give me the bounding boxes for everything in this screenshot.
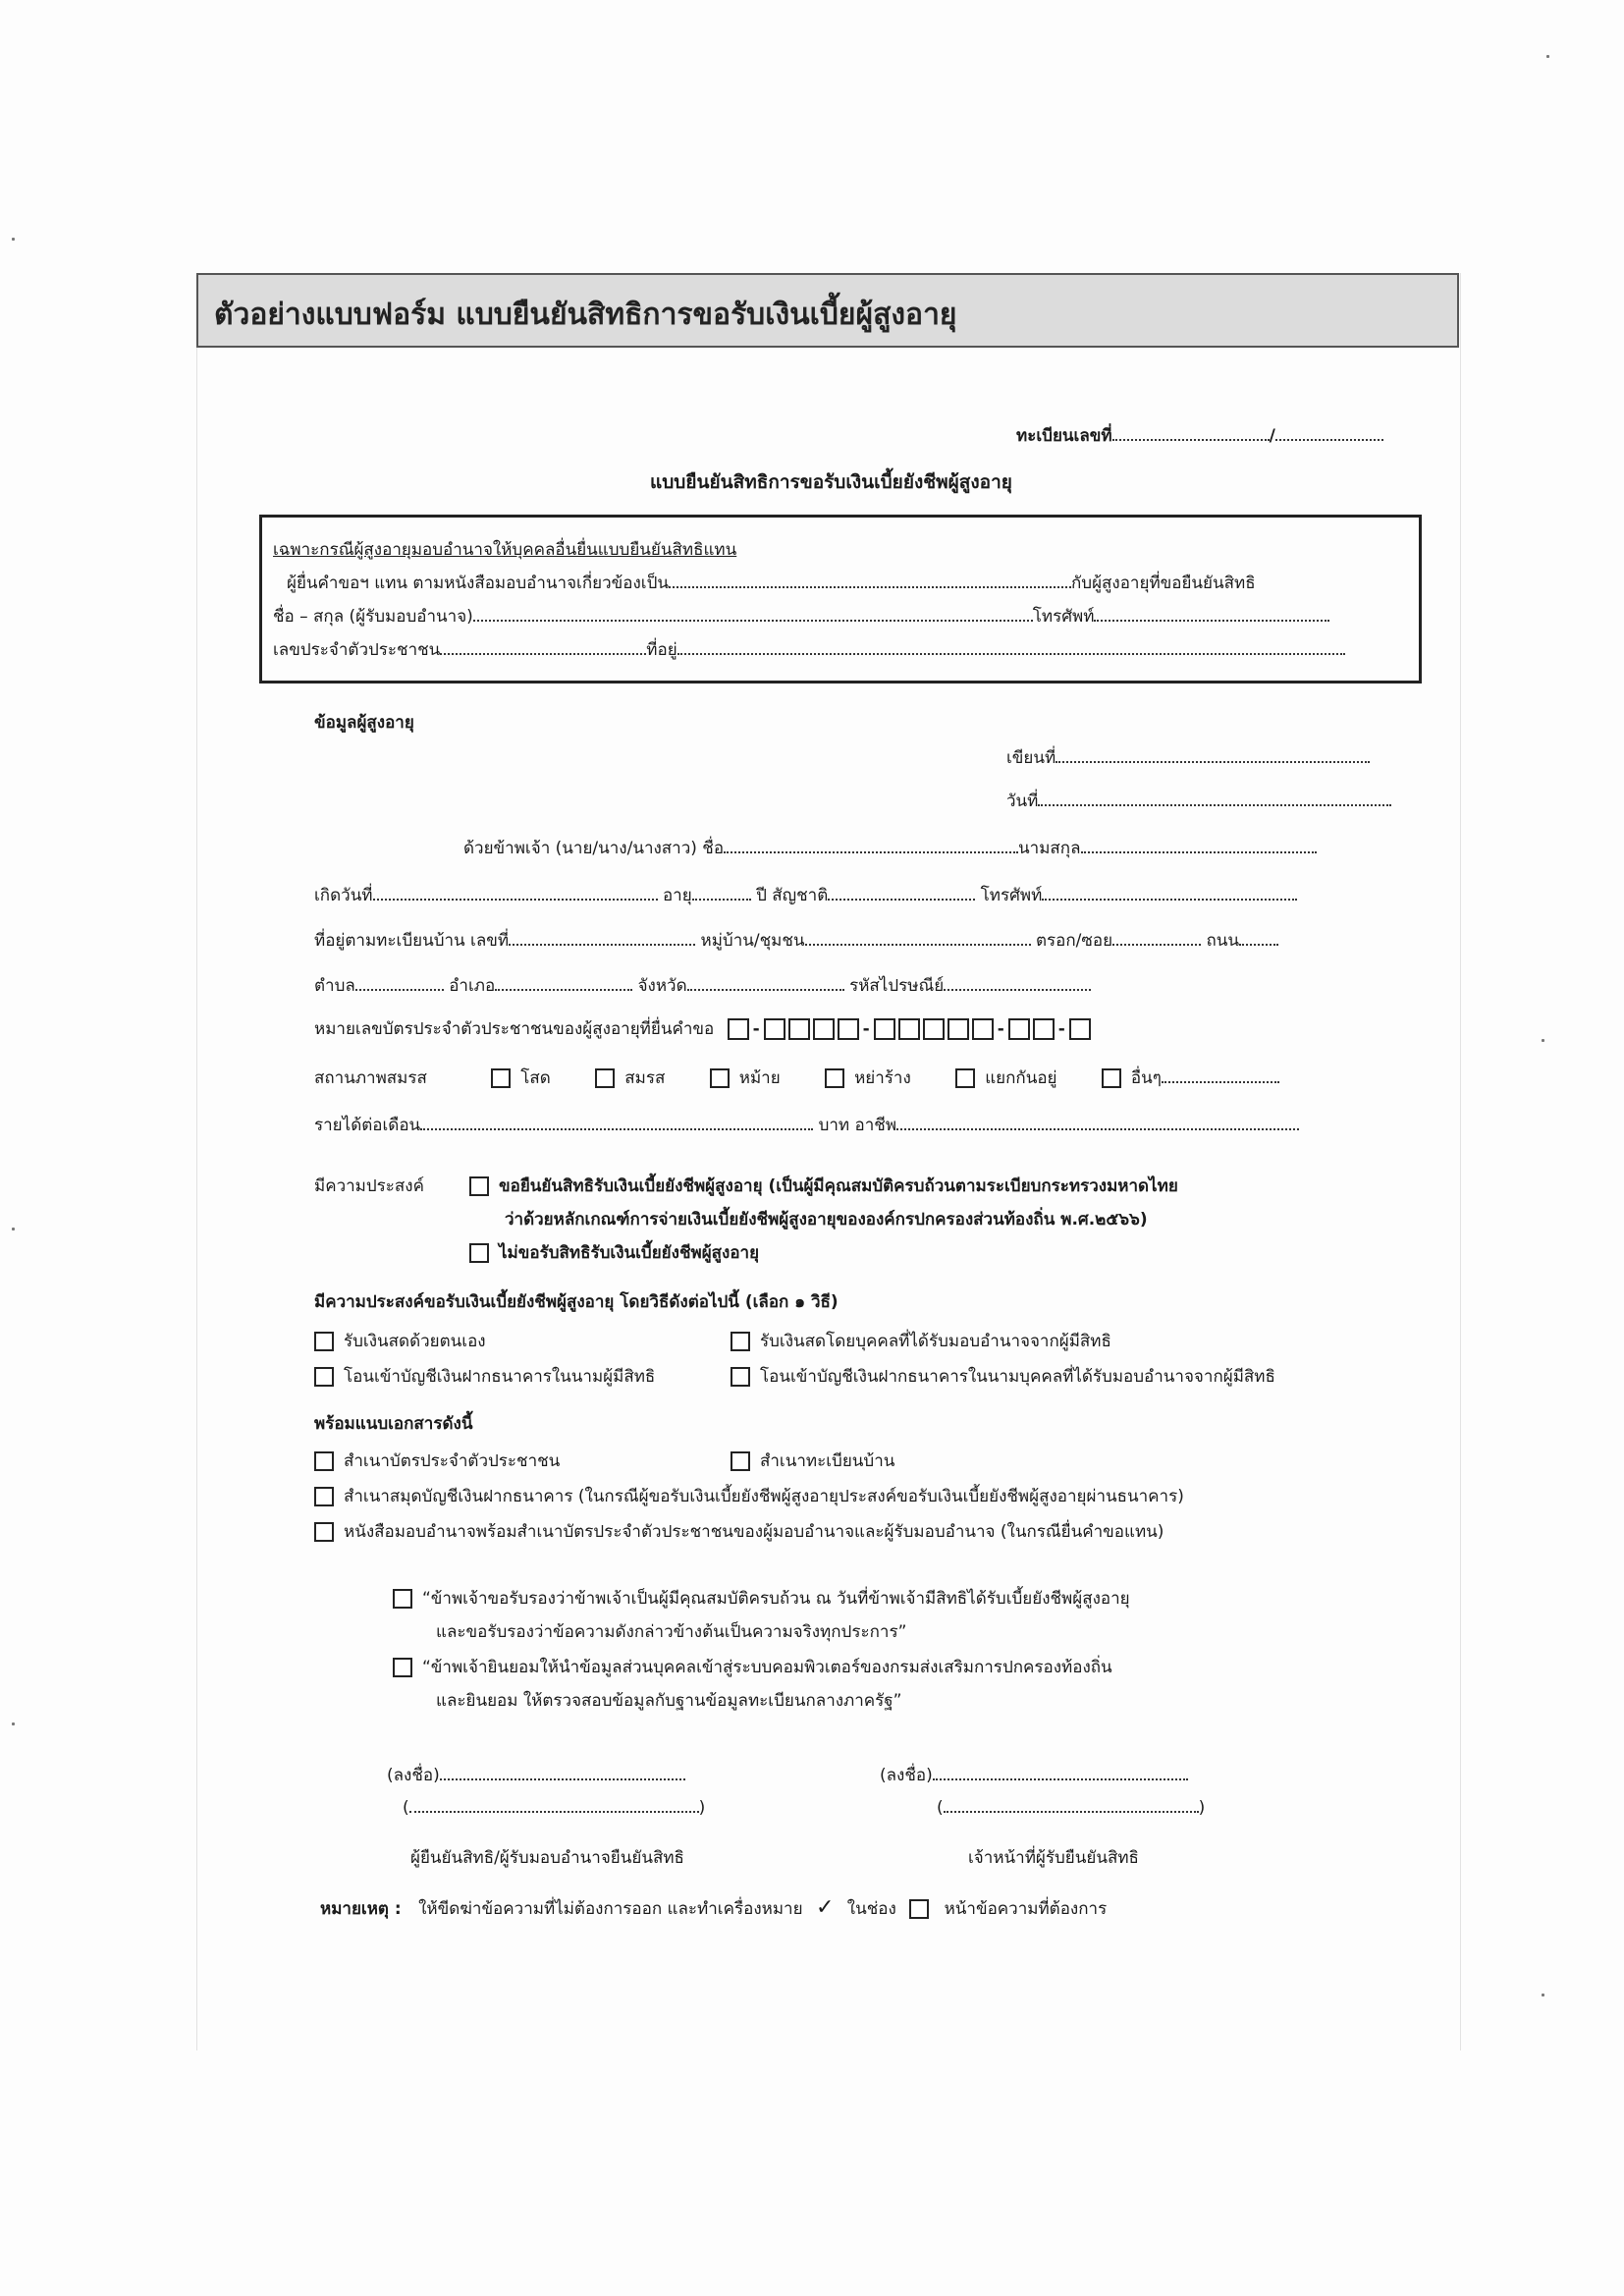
declaration-consent-cont: และยินยอม ให้ตรวจสอบข้อมูลกับฐานข้อมูลทะเบียนกลางภาครัฐ” bbox=[436, 1691, 902, 1711]
payment-option-transfer-proxy: โอนเข้าบัญชีเงินฝากธนาคารในนามบุคคลที่ได้รับมอบอำนาจจากผู้มีสิทธิ bbox=[731, 1363, 1275, 1390]
left-printed-name-field[interactable] bbox=[409, 1797, 699, 1813]
road-field[interactable] bbox=[1239, 930, 1278, 946]
scan-speck bbox=[12, 1228, 15, 1230]
written-at-field[interactable] bbox=[1056, 747, 1370, 763]
id-digit-box[interactable] bbox=[1008, 1018, 1030, 1040]
nationality-field[interactable] bbox=[828, 885, 975, 901]
name-line: ด้วยข้าพเจ้า (นาย/นาง/นางสาว) ชื่อ นามสกุล bbox=[463, 835, 1317, 861]
declaration-qualification-checkbox[interactable] bbox=[393, 1589, 412, 1609]
income-line: รายได้ต่อเดือน บาท อาชีพ bbox=[314, 1112, 1299, 1138]
written-at: เขียนที่ bbox=[1006, 744, 1370, 771]
document-house-registration: สำเนาทะเบียนบ้าน bbox=[731, 1448, 894, 1474]
alley-field[interactable] bbox=[1112, 930, 1201, 946]
left-signature-role: ผู้ยืนยันสิทธิ/ผู้รับมอบอำนาจยืนยันสิทธิ bbox=[410, 1848, 684, 1868]
scan-speck bbox=[1542, 1039, 1544, 1042]
address-line: ที่อยู่ตามทะเบียนบ้าน เลขที่ หมู่บ้าน/ชุมชน ตรอก/ซอย ถนน bbox=[314, 927, 1278, 954]
village-field[interactable] bbox=[805, 930, 1031, 946]
birthdate-field[interactable] bbox=[373, 885, 658, 901]
intent-option-decline: ไม่ขอรับสิทธิรับเงินเบี้ยยังชีพผู้สูงอายุ bbox=[469, 1239, 759, 1266]
marital-other-checkbox[interactable] bbox=[1102, 1068, 1121, 1088]
left-signature-name: ( ) bbox=[403, 1798, 706, 1818]
proxy-line-2: ชื่อ – สกุล (ผู้รับมอบอำนาจ) โทรศัพท์ bbox=[273, 603, 1329, 629]
income-field[interactable] bbox=[420, 1115, 813, 1130]
id-digit-box[interactable] bbox=[1033, 1018, 1055, 1040]
district-field[interactable] bbox=[495, 975, 632, 991]
payment-heading: มีความประสงค์ขอรับเงินเบี้ยยังชีพผู้สูงอายุ โดยวิธีดังต่อไปนี้ (เลือก ๑ วิธี) bbox=[314, 1292, 839, 1312]
payment-cash-self-checkbox[interactable] bbox=[314, 1332, 334, 1351]
marital-married-checkbox[interactable] bbox=[595, 1068, 615, 1088]
scan-speck bbox=[12, 238, 15, 241]
house-number-field[interactable] bbox=[509, 930, 695, 946]
id-digit-box[interactable] bbox=[972, 1018, 994, 1040]
phone-field[interactable] bbox=[1042, 885, 1297, 901]
marital-divorced-checkbox[interactable] bbox=[825, 1068, 844, 1088]
proxy-line-3: เลขประจำตัวประชาชน ที่อยู่ bbox=[273, 636, 1345, 663]
proxy-name-field[interactable] bbox=[473, 606, 1033, 622]
document-power-of-attorney-checkbox[interactable] bbox=[314, 1522, 334, 1542]
scan-speck bbox=[12, 1722, 15, 1725]
header-title: ตัวอย่างแบบฟอร์ม แบบยืนยันสิทธิการขอรับเงินเบี้ยผู้สูงอายุ bbox=[214, 298, 957, 332]
scan-speck bbox=[1542, 1994, 1544, 1996]
id-digit-box[interactable] bbox=[728, 1018, 749, 1040]
payment-option-cash-proxy: รับเงินสดโดยบุคคลที่ได้รับมอบอำนาจจากผู้มีสิทธิ bbox=[731, 1328, 1111, 1354]
location-line: ตำบล อำเภอ จังหวัด รหัสไปรษณีย์ bbox=[314, 972, 1091, 999]
marital-widowed-checkbox[interactable] bbox=[710, 1068, 730, 1088]
payment-transfer-self-checkbox[interactable] bbox=[314, 1367, 334, 1387]
document-id-card: สำเนาบัตรประจำตัวประชาชน bbox=[314, 1448, 560, 1474]
marital-separated-checkbox[interactable] bbox=[955, 1068, 975, 1088]
right-signature-role: เจ้าหน้าที่ผู้รับยืนยันสิทธิ bbox=[968, 1848, 1139, 1868]
payment-option-transfer-self: โอนเข้าบัญชีเงินฝากธนาคารในนามผู้มีสิทธิ bbox=[314, 1363, 655, 1390]
proxy-id-field[interactable] bbox=[440, 639, 646, 655]
id-number-boxes: - - - - bbox=[728, 1019, 1094, 1039]
registration-number: ทะเบียนเลขที่ / bbox=[1016, 422, 1383, 449]
age-field[interactable] bbox=[692, 885, 751, 901]
left-signature-field[interactable] bbox=[440, 1765, 685, 1780]
declaration-qualification: “ข้าพเจ้าขอรับรองว่าข้าพเจ้าเป็นผู้มีคุณสมบัติครบถ้วน ณ วันที่ข้าพเจ้ามีสิทธิได้รับเบี้ยยังชีพผู้สูงอายุ bbox=[393, 1585, 1130, 1612]
id-digit-box[interactable] bbox=[788, 1018, 810, 1040]
id-digit-box[interactable] bbox=[813, 1018, 835, 1040]
proxy-address-field[interactable] bbox=[677, 639, 1345, 655]
marital-other-field[interactable] bbox=[1162, 1067, 1279, 1083]
marital-status-line: สถานภาพสมรส โสด สมรส หม้าย หย่าร้าง แยกกันอยู่ อื่นๆ bbox=[314, 1065, 1279, 1091]
payment-option-cash-self: รับเงินสดด้วยตนเอง bbox=[314, 1328, 486, 1354]
id-digit-box[interactable] bbox=[898, 1018, 920, 1040]
document-house-registration-checkbox[interactable] bbox=[731, 1451, 750, 1471]
right-signature-name: ( ) bbox=[937, 1798, 1206, 1818]
proxy-line-1: ผู้ยื่นคำขอฯ แทน ตามหนังสือมอบอำนาจเกี่ยวข้องเป็น กับผู้สูงอายุที่ขอยืนยันสิทธิ bbox=[287, 574, 1256, 593]
occupation-field[interactable] bbox=[896, 1115, 1299, 1130]
id-digit-box[interactable] bbox=[838, 1018, 859, 1040]
relation-field[interactable] bbox=[669, 573, 1071, 588]
form-title: แบบยืนยันสิทธิการขอรับเงินเบี้ยยังชีพผู้สูงอายุ bbox=[650, 471, 1012, 493]
declaration-consent: “ข้าพเจ้ายินยอมให้นำข้อมูลส่วนบุคคลเข้าสู่ระบบคอมพิวเตอร์ของกรมส่งเสริมการปกครองท้องถิ่น bbox=[393, 1654, 1112, 1680]
intent-option-confirm-cont: ว่าด้วยหลักเกณฑ์การจ่ายเงินเบี้ยยังชีพผู้สูงอายุขององค์กรปกครองส่วนท้องถิ่น พ.ศ.๒๕๖๖) bbox=[505, 1210, 1148, 1230]
document-bank-book: สำเนาสมุดบัญชีเงินฝากธนาคาร (ในกรณีผู้ขอรับเงินเบี้ยยังชีพผู้สูงอายุประสงค์ขอรับเงินเบี้ยยังชีพผู้สูงอายุผ่านธนาคาร) bbox=[314, 1483, 1184, 1509]
check-mark-icon: ✓ bbox=[815, 1895, 835, 1920]
id-digit-box[interactable] bbox=[764, 1018, 785, 1040]
intent-decline-checkbox[interactable] bbox=[469, 1243, 489, 1263]
intent-label: มีความประสงค์ bbox=[314, 1176, 424, 1196]
postcode-field[interactable] bbox=[944, 975, 1091, 991]
proxy-heading: เฉพาะกรณีผู้สูงอายุมอบอำนาจให้บุคคลอื่นยื่นแบบยืนยันสิทธิแทน bbox=[273, 540, 737, 560]
right-printed-name-field[interactable] bbox=[944, 1797, 1199, 1813]
id-digit-box[interactable] bbox=[923, 1018, 945, 1040]
right-signature-field[interactable] bbox=[933, 1765, 1188, 1780]
scan-speck bbox=[1546, 55, 1549, 58]
example-checkbox-icon bbox=[909, 1899, 929, 1919]
declaration-consent-checkbox[interactable] bbox=[393, 1658, 412, 1677]
left-signature: (ลงชื่อ) bbox=[387, 1762, 685, 1788]
payment-transfer-proxy-checkbox[interactable] bbox=[731, 1367, 750, 1387]
elder-heading: ข้อมูลผู้สูงอายุ bbox=[314, 713, 414, 733]
id-digit-box[interactable] bbox=[947, 1018, 969, 1040]
surname-field[interactable] bbox=[1081, 838, 1317, 853]
proxy-phone-field[interactable] bbox=[1094, 606, 1329, 622]
id-number-line: หมายเลขบัตรประจำตัวประชาชนของผู้สูงอายุที่ยื่นคำขอ - - - - bbox=[314, 1015, 1094, 1042]
document-id-card-checkbox[interactable] bbox=[314, 1451, 334, 1471]
payment-cash-proxy-checkbox[interactable] bbox=[731, 1332, 750, 1351]
intent-option-confirm: ขอยืนยันสิทธิรับเงินเบี้ยยังชีพผู้สูงอายุ (เป็นผู้มีคุณสมบัติครบถ้วนตามระเบียบกระทรวงมหาดไทย bbox=[469, 1173, 1178, 1199]
id-digit-box[interactable] bbox=[874, 1018, 895, 1040]
document-power-of-attorney: หนังสือมอบอำนาจพร้อมสำเนาบัตรประจำตัวประชาชนของผู้มอบอำนาจและผู้รับมอบอำนาจ (ในกรณียื่นคำขอแทน) bbox=[314, 1518, 1164, 1545]
id-digit-box[interactable] bbox=[1069, 1018, 1091, 1040]
documents-heading: พร้อมแนบเอกสารดังนี้ bbox=[314, 1414, 473, 1434]
footnote: หมายเหตุ : ให้ขีดฆ่าข้อความที่ไม่ต้องการออก และทำเครื่องหมาย ✓ ในช่อง หน้าข้อความที่ต้องการ bbox=[320, 1895, 1108, 1920]
first-name-field[interactable] bbox=[724, 838, 1018, 853]
date-field[interactable] bbox=[1038, 791, 1391, 806]
marital-single-checkbox[interactable] bbox=[491, 1068, 511, 1088]
header-bar bbox=[196, 273, 1459, 348]
intent-confirm-checkbox[interactable] bbox=[469, 1176, 489, 1196]
declaration-qualification-cont: และขอรับรองว่าข้อความดังกล่าวข้างต้นเป็นความจริงทุกประการ” bbox=[436, 1622, 907, 1642]
province-field[interactable] bbox=[687, 975, 844, 991]
document-bank-book-checkbox[interactable] bbox=[314, 1487, 334, 1506]
right-signature: (ลงชื่อ) bbox=[880, 1762, 1188, 1788]
subdistrict-field[interactable] bbox=[355, 975, 444, 991]
date-line: วันที่ bbox=[1006, 788, 1391, 814]
birth-line: เกิดวันที่ อายุ ปี สัญชาติ โทรศัพท์ bbox=[314, 882, 1297, 908]
